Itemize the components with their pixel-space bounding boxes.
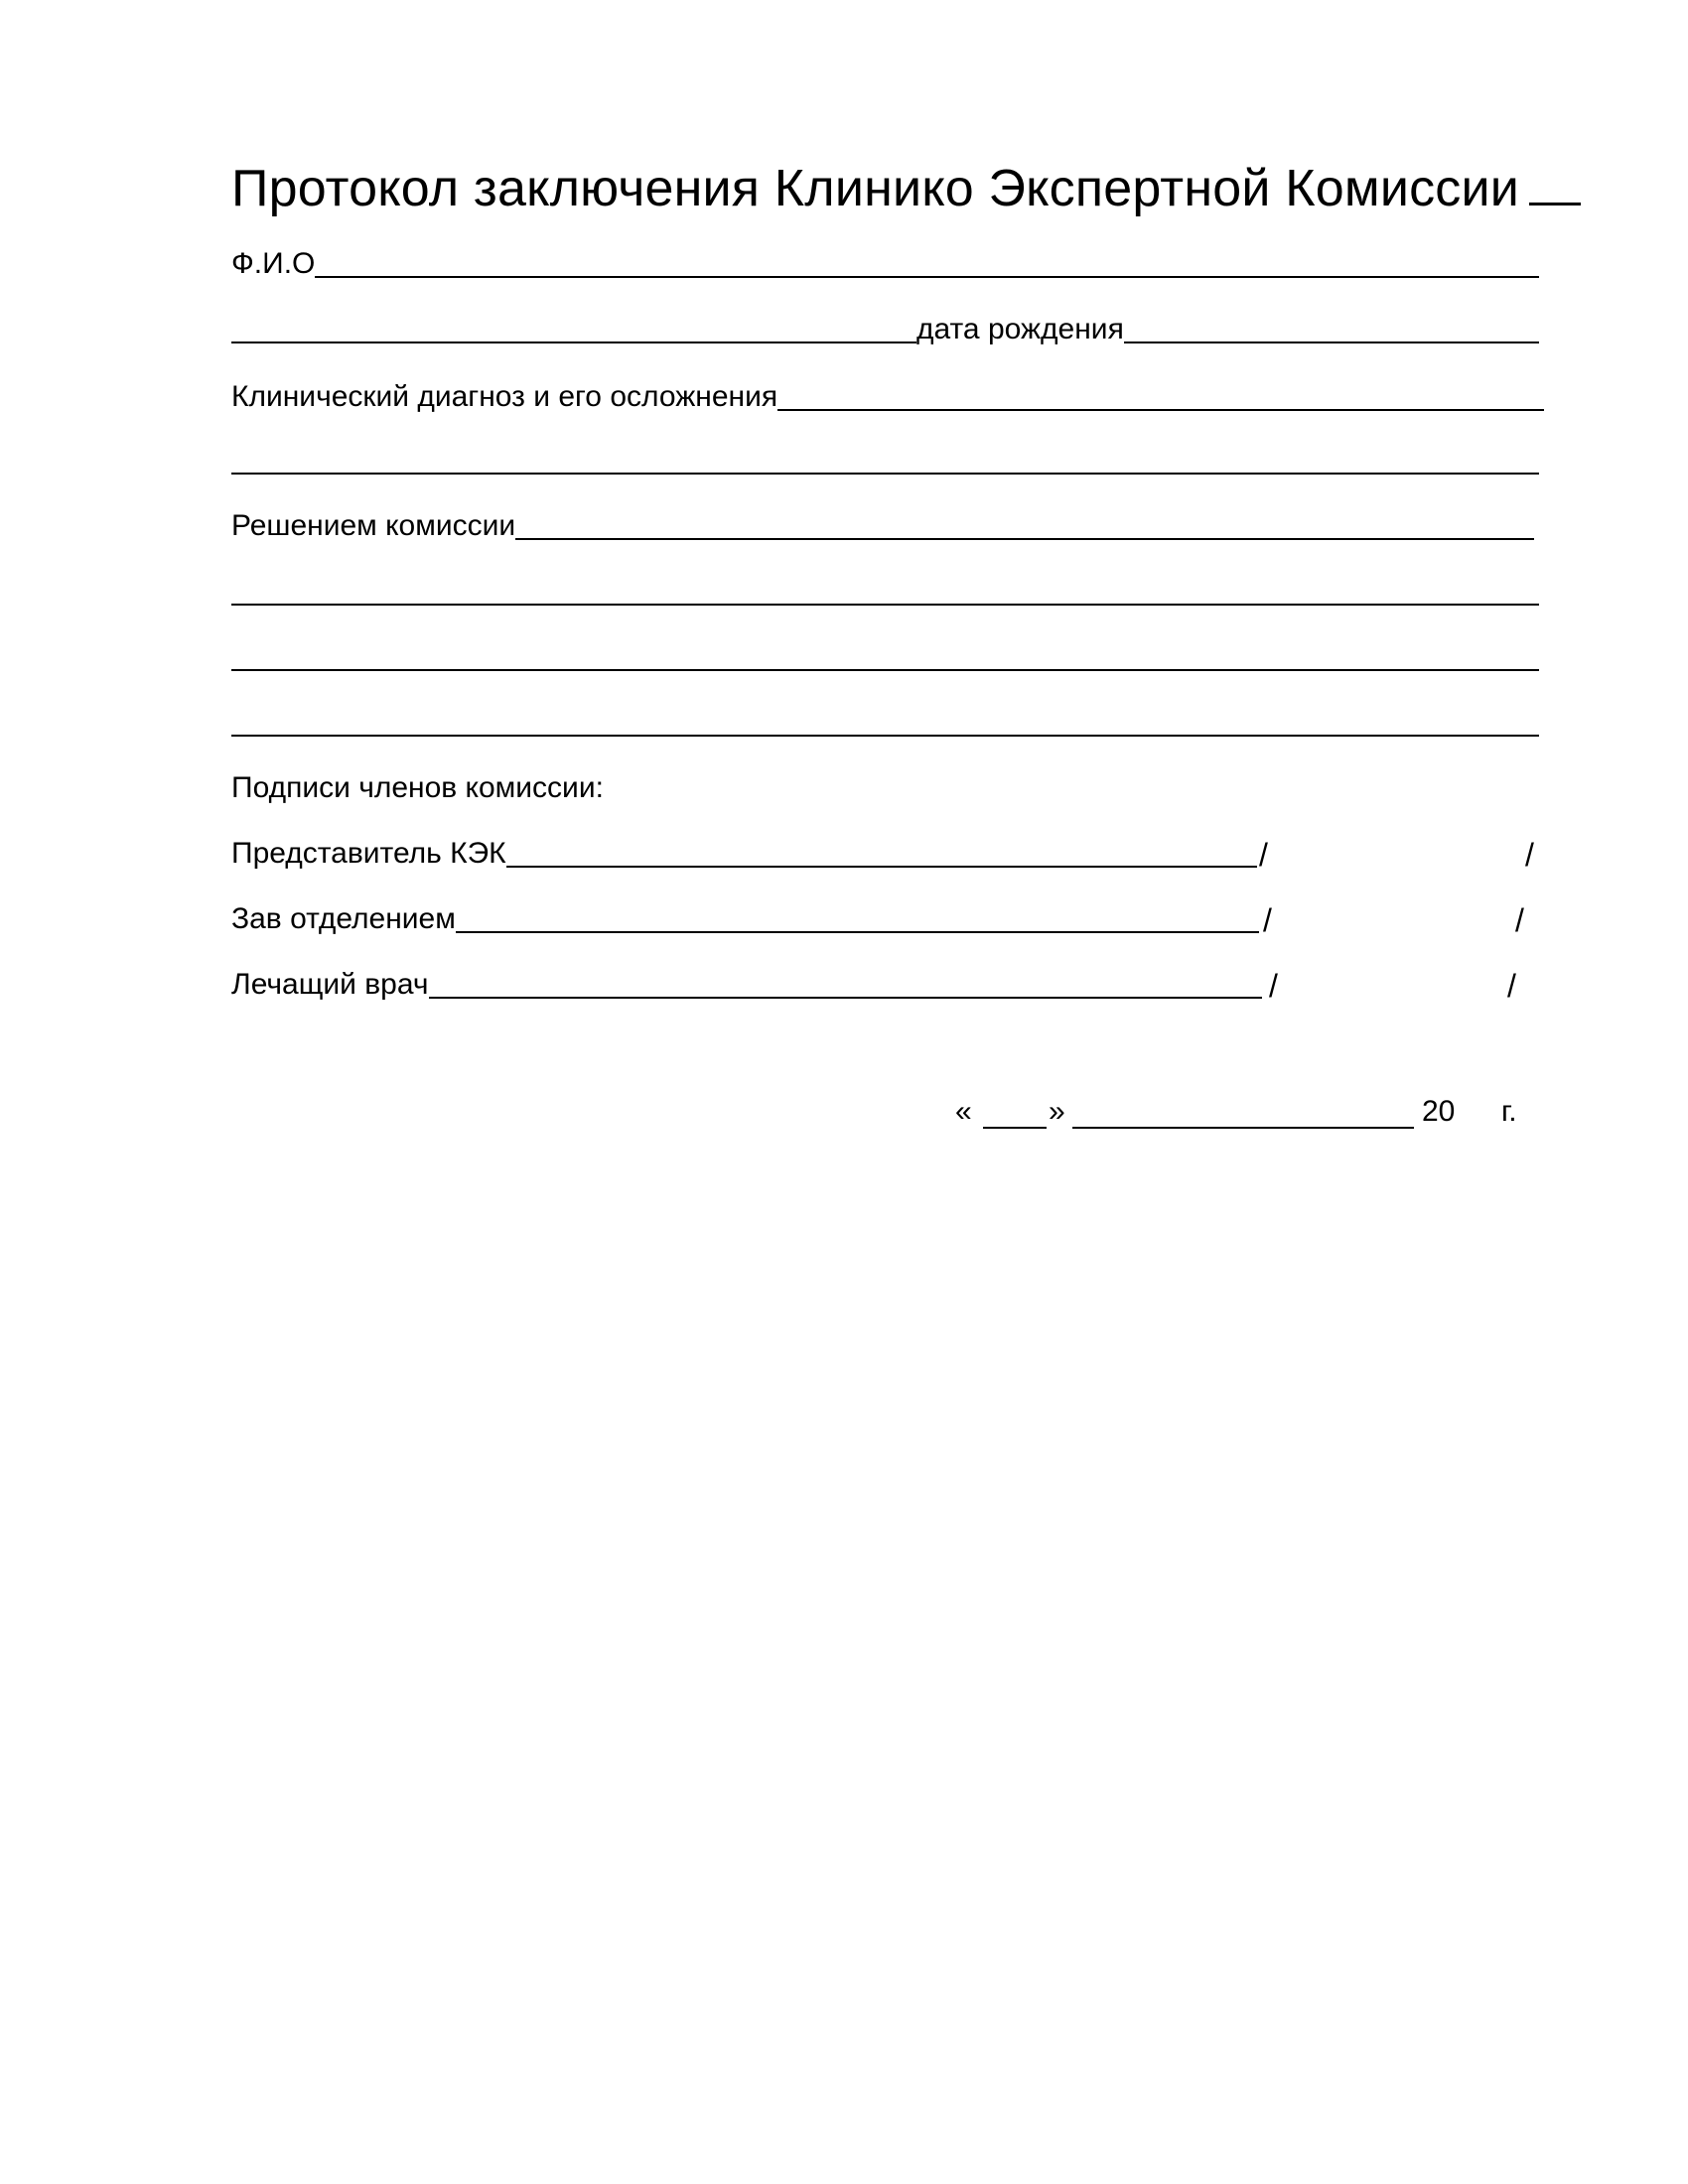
date-year-suffix: г. (1501, 1095, 1517, 1128)
slash-doctor-right: / (1507, 968, 1516, 1004)
slash-head-right: / (1515, 902, 1524, 938)
decision-field[interactable] (515, 536, 1534, 540)
decision-line-3-row (231, 641, 1539, 677)
date-open-quote: « (955, 1095, 972, 1128)
slash-head-left: / (1263, 902, 1272, 938)
date-year-prefix: 20 (1422, 1095, 1456, 1128)
diagnosis-label: Клинический диагноз и его осложнения (231, 380, 778, 413)
date-month-field[interactable] (1072, 1125, 1414, 1129)
fio-continuation-field[interactable] (231, 340, 916, 343)
date-day-field[interactable] (983, 1125, 1047, 1129)
signature-row (231, 838, 1257, 874)
slash-kek-right: / (1525, 837, 1534, 873)
decision-field-line-4[interactable] (231, 733, 1539, 737)
birth-date-field[interactable] (1124, 340, 1539, 343)
decision-field-line-2[interactable] (231, 602, 1539, 606)
decision-field-line-3[interactable] (231, 667, 1539, 671)
fio-row (231, 248, 1539, 284)
decision-line-4-row (231, 707, 1539, 743)
title-text: Протокол заключения Клинико Экспертной Комиссии (231, 160, 1519, 217)
decision-row (231, 510, 1534, 546)
signature-label-doctor: Лечащий врач (231, 968, 429, 1001)
signature-field-kek[interactable] (506, 864, 1257, 868)
signature-row (231, 969, 1262, 1005)
date-close-quote: » (1049, 1095, 1065, 1128)
signature-label-head: Зав отделением (231, 902, 456, 935)
title-number-blank[interactable] (1529, 161, 1581, 205)
signature-row (231, 903, 1259, 939)
signature-label-kek: Представитель КЭК (231, 837, 506, 870)
page-title (231, 159, 1581, 218)
birth-label: дата рождения (916, 313, 1124, 345)
birth-row (231, 314, 1539, 349)
diagnosis-continuation-row (231, 445, 1539, 480)
signature-field-head[interactable] (456, 929, 1259, 933)
decision-label: Решением комиссии (231, 509, 516, 542)
diagnosis-continuation-field[interactable] (231, 471, 1539, 475)
diagnosis-field[interactable] (777, 407, 1544, 411)
signatures-heading: Подписи членов комиссии: (231, 771, 604, 804)
diagnosis-row (231, 381, 1544, 417)
slash-doctor-left: / (1269, 968, 1278, 1004)
slash-kek-left: / (1259, 837, 1268, 873)
fio-label: Ф.И.О (231, 247, 316, 280)
fio-field[interactable] (315, 274, 1539, 278)
decision-line-2-row (231, 576, 1539, 612)
signature-field-doctor[interactable] (429, 995, 1262, 999)
signatures-heading-row (231, 772, 604, 808)
